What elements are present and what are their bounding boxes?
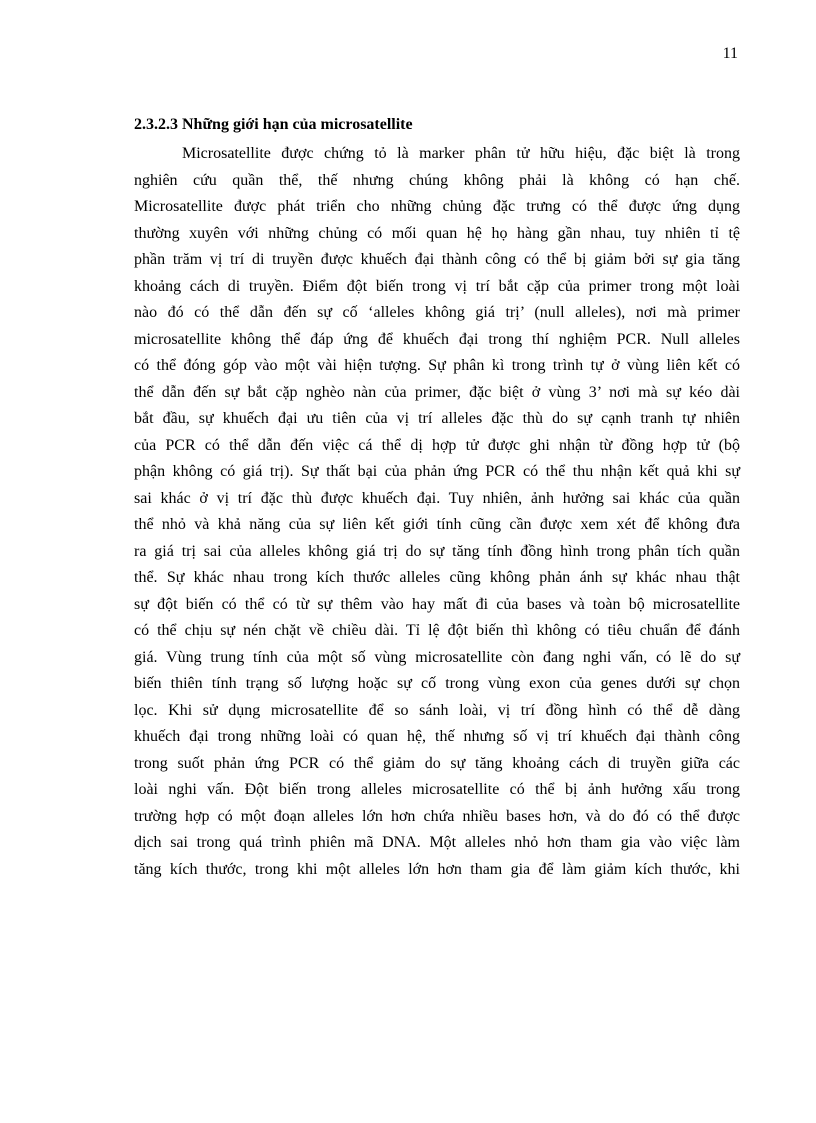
text-line: thể nhỏ và khả năng của sự liên kết giới tính cũng cần được xem xét để không đưa: [134, 516, 740, 533]
text-line: có thể chịu sự nén chặt về chiều dài. Tỉ lệ đột biến thì không có tiêu chuẩn để đánh: [134, 622, 740, 639]
text-line: microsatellite không thể đáp ứng để khuếch đại trong thí nghiệm PCR. Null alleles: [134, 330, 740, 348]
text-line: dịch sai trong quá trình phiên mã DNA. Một alleles nhỏ hơn tham gia vào việc làm: [134, 834, 740, 851]
text-line: Microsatellite được chứng tỏ là marker phân tử hữu hiệu, đặc biệt là trong: [182, 145, 740, 162]
page-number: 11: [722, 45, 738, 62]
text-line: có thể đóng góp vào một vài hiện tượng. Sự phân kì trong trình tự ở vùng liên kết có: [134, 357, 740, 374]
text-line: lọc. Khi sử dụng microsatellite để so sánh loài, vị trí đồng hình có thể dễ dàng: [134, 701, 740, 719]
text-line: giá. Vùng trung tính của một số vùng microsatellite còn đang nghi vấn, có lẽ do sự: [134, 648, 740, 666]
text-line: loài nghi vấn. Đột biến trong alleles microsatellite có thể bị ảnh hưởng xấu trong: [134, 781, 740, 798]
text-line: nghiên cứu quần thể, thế nhưng chúng không phải là không có hạn chế.: [134, 171, 740, 189]
text-line: thể. Sự khác nhau trong kích thước alleles cũng không phản ánh sự khác nhau thật: [134, 569, 740, 586]
text-line: sự đột biến có thể có từ sự thêm vào hay mất đi của bases và toàn bộ microsatellite: [134, 595, 740, 613]
section-body: [134, 141, 740, 883]
section-heading: 2.3.2.3 Những giới hạn của microsatellite: [134, 116, 413, 133]
text-line: thường xuyên với những chủng có mối quan hệ họ hàng gần nhau, tuy nhiên tỉ tệ: [134, 224, 740, 242]
text-line: bắt đầu, sự khuếch đại ưu tiên của vị trí alleles đặc thù do sự cạnh tranh tự nhiên: [134, 410, 740, 427]
text-line: sai khác ở vị trí đặc thù được khuếch đại. Tuy nhiên, ảnh hưởng sai khác của quần: [134, 489, 740, 507]
text-line: phận không có giá trị). Sự thất bại của phản ứng PCR có thể thu nhận kết quả khi sự: [134, 463, 740, 480]
text-line: khoảng cách di truyền. Điểm đột biến trong vị trí bắt cặp của primer trong một loài: [134, 277, 740, 295]
text-line: phần trăm vị trí di truyền được khuếch đại thành công có thể bị giảm bởi sự gia tăng: [134, 251, 740, 268]
text-line: trong suốt phản ứng PCR có thể giảm do sự tăng khoảng cách di truyền giữa các: [134, 754, 740, 772]
text-line: của PCR có thể dẫn đến việc cá thể dị hợp tử được ghi nhận từ đồng hợp tử (bộ: [134, 436, 740, 454]
text-line: Microsatellite được phát triển cho những chủng đặc trưng có thể được ứng dụng: [134, 198, 740, 215]
text-line: trường hợp có một đoạn alleles lớn hơn chứa nhiều bases hơn, và do đó có thể được: [134, 807, 740, 825]
text-line: nào đó có thể dẫn đến sự cố ‘alleles không giá trị’ (null alleles), nơi mà primer: [134, 304, 740, 321]
text-line: thể dẫn đến sự bắt cặp nghèo nàn của primer, đặc biệt ở vùng 3’ nơi mà sự kéo dài: [134, 383, 740, 401]
text-line: ra giá trị sai của alleles không giá trị do sự tăng tính đồng hình trong phân tích quần: [134, 542, 740, 560]
text-line: khuếch đại trong những loài có quan hệ, thế nhưng số vị trí khuếch đại thành công: [134, 728, 740, 745]
text-line: tăng kích thước, trong khi một alleles lớn hơn tham gia để làm giảm kích thước, khi: [134, 860, 740, 878]
text-line: biến thiên tính trạng số lượng hoặc sự cố trong vùng exon của genes dưới sự chọn: [134, 675, 740, 692]
